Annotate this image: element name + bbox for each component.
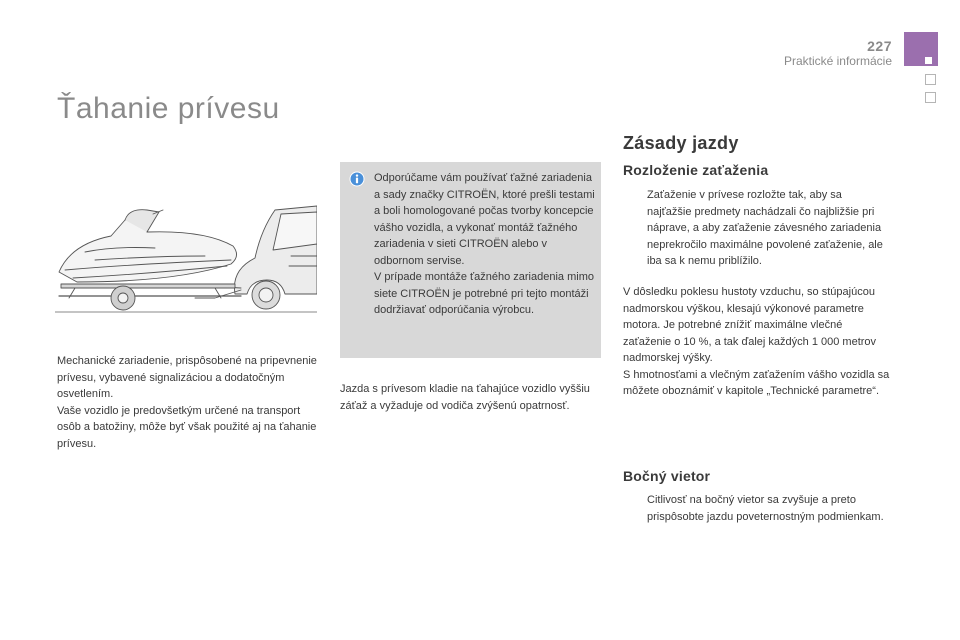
paragraph: S hmotnosťami a vlečným zaťažením vášho vozidla sa môžete oboznámiť v kapitole „Technické parametre“. bbox=[623, 368, 890, 397]
section-title: Praktické informácie bbox=[783, 54, 892, 68]
right-column-text bbox=[623, 284, 893, 400]
bullet-text: Citlivosť na bočný vietor sa zvyšuje a preto prispôsobte jazdu poveternostným podmienkam. bbox=[647, 494, 884, 523]
left-column-text bbox=[57, 353, 319, 452]
list-item bbox=[623, 187, 893, 283]
paragraph: Mechanické zariadenie, prispôsobené na pripevnenie prívesu, vybavené signalizáciou a dodatočným osvetlením. bbox=[57, 355, 317, 400]
paragraph: V prípade montáže ťažného zariadenia mimo siete CITROËN je potrebné pri tejto montáži dodržiavať odporúčania výrobcu. bbox=[374, 271, 594, 316]
chapter-tab bbox=[904, 32, 938, 66]
middle-column-text: Jazda s prívesom kladie na ťahajúce vozidlo vyššiu záťaž a vyžaduje od vodiča zvýšenú opatrnosť. bbox=[340, 383, 590, 412]
chapter-tab-square bbox=[925, 92, 936, 103]
chapter-tab-square bbox=[925, 74, 936, 85]
jetski-trailer-car-illustration bbox=[55, 200, 317, 322]
page-title: Ťahanie prívesu bbox=[57, 92, 280, 125]
paragraph: Vaše vozidlo je predovšetkým určené na transport osôb a batožiny, môže byť však použité aj na ťahanie prívesu. bbox=[57, 404, 317, 450]
load-subheading: Rozloženie zaťaženia bbox=[623, 162, 769, 178]
info-box-text bbox=[374, 170, 596, 319]
bullet-text: Zaťaženie v prívese rozložte tak, aby sa najťažšie predmety nachádzali čo najbližšie pri náprave, a aby zaťaženie závesného zariadenia neprekročilo maximálne povolené zaťaženie, ale iba sa k nemu priblížilo. bbox=[647, 189, 883, 267]
section-heading: Zásady jazdy bbox=[623, 133, 739, 153]
paragraph: V dôsledku poklesu hustoty vzduchu, so stúpajúcou nadmorskou výškou, klesajú výkonové parametre motora. Je potrebné znížiť maximálne vlečné zaťaženie o 10 %, a tak ďalej každých 1 000 metrov nadmorskej výšky. bbox=[623, 286, 877, 364]
chapter-tab-marker bbox=[925, 57, 932, 64]
page-number: 227 bbox=[867, 38, 892, 54]
paragraph: Odporúčame vám používať ťažné zariadenia a sady značky CITROËN, ktoré prešli testami a boli homologované počas tvorby koncepcie vášho vozidla, a vykonať montáž ťažného zariadenia v sieti CITROËN alebo v odbornom servise. bbox=[374, 172, 595, 267]
info-icon bbox=[349, 171, 365, 187]
list-item bbox=[623, 492, 893, 544]
wind-subheading: Bočný vietor bbox=[623, 468, 711, 484]
